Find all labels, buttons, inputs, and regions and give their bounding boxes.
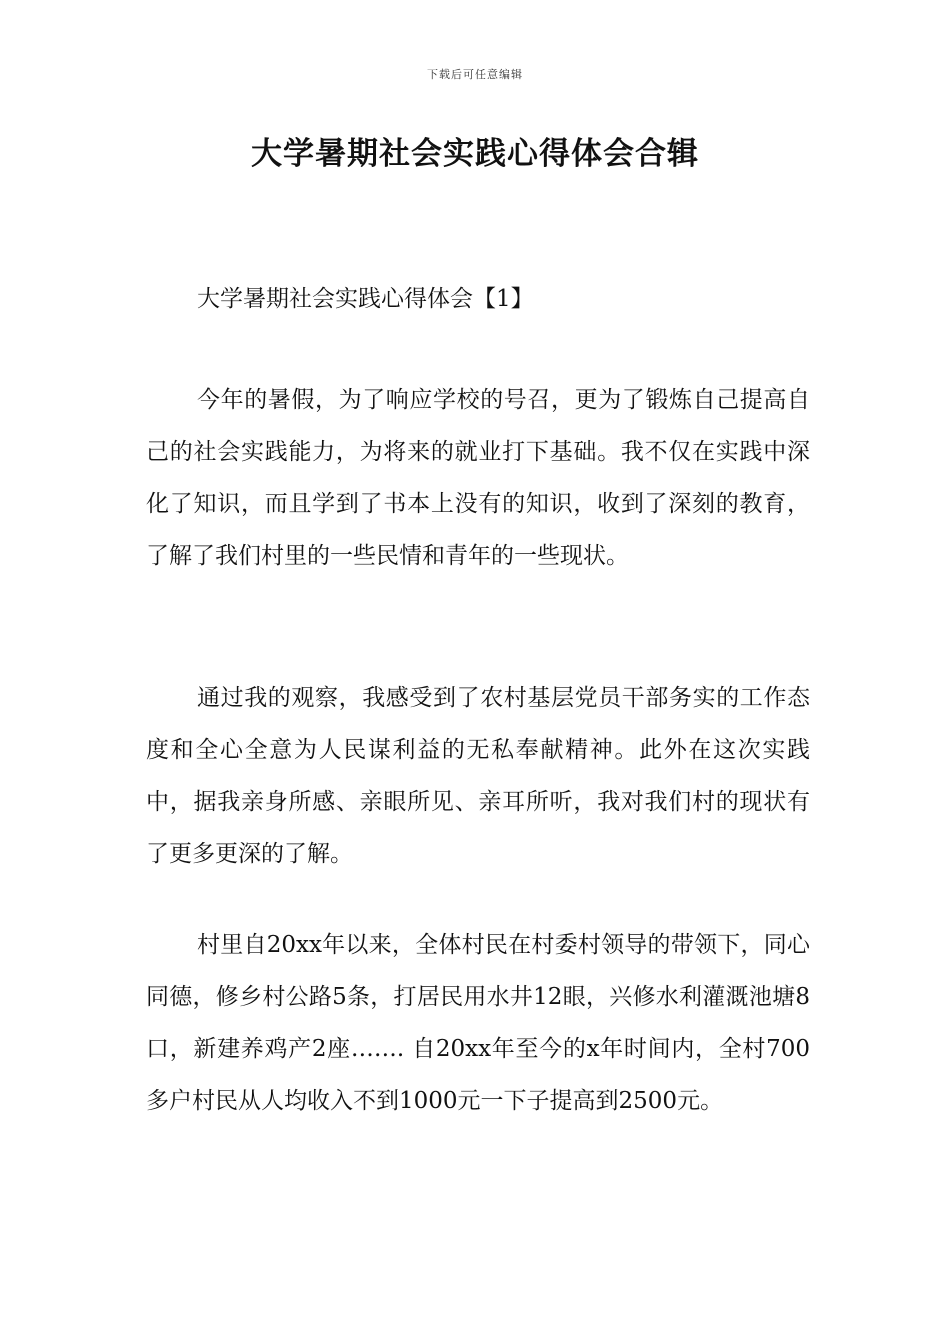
paragraph: 今年的暑假，为了响应学校的号召，更为了锻炼自己提高自己的社会实践能力，为将来的就业打下基础。我不仅在实践中深化了知识，而且学到了书本上没有的知识，收到了深刻的教育，了解了我们村里的一些民情和青年的一些现状。 <box>146 387 810 569</box>
paragraph: 村里自20xx年以来，全体村民在村委村领导的带领下，同心同德，修乡村公路5条，打居民用水井12眼，兴修水利灌溉池塘8口，新建养鸡产2座……. 自20xx年至今的x年时间内，全村700多户村民从人均收入不到1000元一下子提高到2500元。 <box>146 932 810 1114</box>
document-title: 大学暑期社会实践心得体会合辑 <box>251 136 699 172</box>
header-note: 下载后可任意编辑 <box>427 68 523 81</box>
paragraph: 通过我的观察，我感受到了农村基层党员干部务实的工作态度和全心全意为人民谋利益的无私奉献精神。此外在这次实践中，据我亲身所感、亲眼所见、亲耳所听，我对我们村的现状有了更多更深的了解。 <box>146 685 810 867</box>
section-heading: 大学暑期社会实践心得体会【1】 <box>197 286 534 312</box>
